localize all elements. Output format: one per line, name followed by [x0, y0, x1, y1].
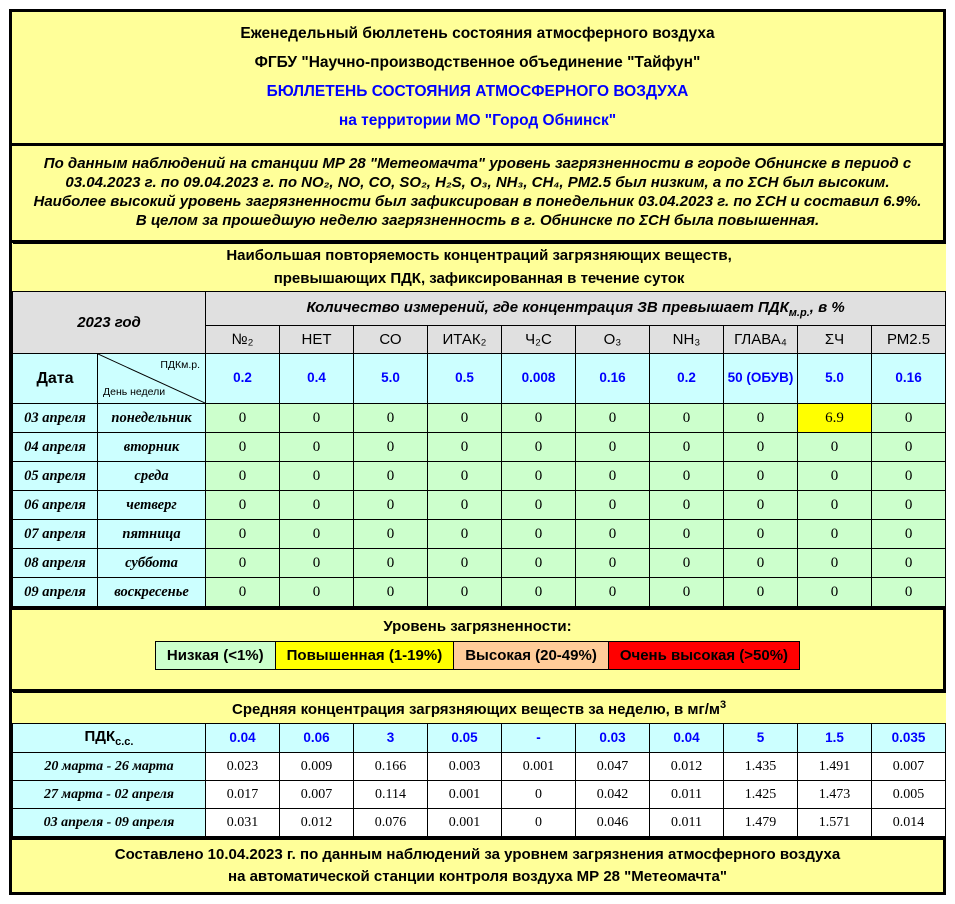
measurement-cell: 0	[354, 404, 428, 433]
measurement-cell: 0	[354, 549, 428, 578]
legend-item-high: Высокая (20-49%)	[453, 641, 609, 670]
legend-row	[12, 641, 943, 670]
territory-subtitle: на территории МО "Город Обнинск"	[338, 111, 617, 129]
bulletin-document	[9, 9, 946, 895]
measurement-cell: 0	[650, 462, 724, 491]
pdk-ss-value: 1.5	[798, 724, 872, 753]
table-row-wednesday	[13, 462, 946, 491]
date-cell: 09 апреля	[13, 578, 98, 607]
measurement-cell: 0	[280, 578, 354, 607]
avg-value-cell: 1.479	[724, 809, 798, 837]
measurement-cell: 0	[428, 433, 502, 462]
measurement-cell: 0	[798, 520, 872, 549]
measurement-cell: 0	[872, 578, 946, 607]
table-row-sunday	[13, 578, 946, 607]
measurement-cell: 0	[872, 549, 946, 578]
avg-value-cell: 1.435	[724, 753, 798, 781]
measurement-cell: 0	[576, 549, 650, 578]
date-header: Дата	[13, 354, 98, 404]
measurement-cell: 0	[724, 404, 798, 433]
weekday-cell: среда	[98, 462, 206, 491]
footer-line-2: на автоматической станции контроля воздуха МР 28 "Метеомачта"	[228, 868, 727, 885]
measurement-cell: 0	[206, 520, 280, 549]
legend-item-elevated: Повышенная (1-19%)	[275, 641, 455, 670]
date-cell: 08 апреля	[13, 549, 98, 578]
measurement-cell: 0	[798, 578, 872, 607]
measurement-cell: 0	[650, 433, 724, 462]
pdk-ss-value: 5	[724, 724, 798, 753]
table-row-friday	[13, 520, 946, 549]
avg-value-cell: 0.007	[280, 781, 354, 809]
measurement-cell: 0	[280, 462, 354, 491]
measurement-cell: 0	[724, 520, 798, 549]
pdk-ss-value: 0.035	[872, 724, 946, 753]
measurement-cell: 0	[280, 549, 354, 578]
pdk-ss-row	[13, 724, 946, 753]
pdk-mr-value: 0.008	[502, 354, 576, 404]
avg-value-cell: 0	[502, 781, 576, 809]
avg-value-cell: 0.012	[650, 753, 724, 781]
pdk-mr-value: 0.4	[280, 354, 354, 404]
avg-value-cell: 0.166	[354, 753, 428, 781]
pdk-ss-value: 3	[354, 724, 428, 753]
column-header: ΣЧ	[798, 326, 872, 354]
measurement-cell: 0	[280, 404, 354, 433]
column-header: ИТАК₂	[428, 326, 502, 354]
measurement-cell: 0	[206, 578, 280, 607]
date-cell: 07 апреля	[13, 520, 98, 549]
avg-value-cell: 0.011	[650, 809, 724, 837]
legend-item-very-high: Очень высокая (>50%)	[608, 641, 800, 670]
avg-value-cell: 1.473	[798, 781, 872, 809]
measurement-cell: 0	[428, 520, 502, 549]
pdk-mr-value: 5.0	[798, 354, 872, 404]
measurement-cell: 0	[502, 520, 576, 549]
summary-paragraph	[12, 146, 943, 243]
pollution-level-legend	[12, 610, 943, 692]
measurement-cell: 0	[576, 578, 650, 607]
measurement-cell: 0	[872, 520, 946, 549]
avg-table-title-row	[13, 693, 946, 724]
avg-value-cell: 0.047	[576, 753, 650, 781]
measurement-cell: 0	[724, 433, 798, 462]
weekday-cell: воскресенье	[98, 578, 206, 607]
measurement-cell: 0	[206, 433, 280, 462]
measurement-cell: 0	[724, 462, 798, 491]
measurement-cell: 0	[280, 491, 354, 520]
exceedance-table-title-row	[13, 244, 946, 292]
column-header: РМ2.5	[872, 326, 946, 354]
avg-value-cell: 0.046	[576, 809, 650, 837]
avg-value-cell: 0.031	[206, 809, 280, 837]
measurement-cell: 0	[354, 578, 428, 607]
exceedance-title-line-2: превышающих ПДК, зафиксированная в течение суток	[273, 269, 685, 287]
measurements-header-row	[13, 292, 946, 326]
measurement-cell: 0	[206, 549, 280, 578]
measurement-cell: 0	[798, 549, 872, 578]
measurement-cell: 0	[206, 404, 280, 433]
pdk-mr-value: 0.5	[428, 354, 502, 404]
measurement-cell: 0	[798, 491, 872, 520]
avg-value-cell: 1.571	[798, 809, 872, 837]
pdk-ss-label	[13, 724, 206, 753]
bulletin-subtitle: Еженедельный бюллетень состояния атмосферного воздуха	[240, 25, 715, 43]
pdk-ss-value: 0.03	[576, 724, 650, 753]
legend-item-low: Низкая (<1%)	[155, 641, 276, 670]
pdk-mr-row	[13, 354, 946, 404]
column-header: Ч₂С	[502, 326, 576, 354]
column-header: НЕТ	[280, 326, 354, 354]
measurements-header-sub: м.р.	[788, 306, 810, 319]
avg-value-cell: 0.012	[280, 809, 354, 837]
pdk-ss-text: ПДК	[84, 728, 116, 745]
measurement-cell: 0	[354, 462, 428, 491]
pdk-mr-value: 0.2	[206, 354, 280, 404]
summary-text-1: По данным наблюдений на станции МР 28 "Метеомачта" уровень загрязненности в городе Обнинске в период с 03.04.2023 г. по 09.04.2023 г. по NO₂, NO, CO, SO₂, H₂S, O₃, NH₃, CH₄, PM2.5 был низким, а по ΣСН был высоким.	[43, 155, 912, 192]
measurement-cell: 0	[724, 549, 798, 578]
avg-value-cell: 0.114	[354, 781, 428, 809]
measurement-cell: 0	[798, 462, 872, 491]
avg-value-cell: 0.011	[650, 781, 724, 809]
pdk-ss-value: 0.06	[280, 724, 354, 753]
measurement-cell: 0	[502, 462, 576, 491]
table-row-saturday	[13, 549, 946, 578]
pdk-ss-value: -	[502, 724, 576, 753]
weekday-cell: пятница	[98, 520, 206, 549]
measurement-cell: 0	[798, 433, 872, 462]
exceedance-table	[12, 243, 946, 607]
avg-value-cell: 0.001	[428, 781, 502, 809]
pdk-ss-sub: с.с.	[115, 736, 134, 748]
measurement-cell: 0	[502, 404, 576, 433]
exceedance-table-title	[13, 244, 946, 292]
period-cell: 27 марта - 02 апреля	[13, 781, 206, 809]
footer-line-1: Составлено 10.04.2023 г. по данным наблюдений за уровнем загрязнения атмосферного воздуха	[114, 845, 841, 863]
avg-concentration-section	[12, 692, 943, 840]
period-cell: 03 апреля - 09 апреля	[13, 809, 206, 837]
year-cell: 2023 год	[13, 292, 206, 354]
date-cell: 06 апреля	[13, 491, 98, 520]
measurement-cell: 0	[206, 491, 280, 520]
exceedance-title-line-1: Наибольшая повторяемость концентраций загрязняющих веществ,	[226, 247, 732, 264]
measurement-cell: 0	[872, 433, 946, 462]
avg-value-cell: 0.001	[502, 753, 576, 781]
weekday-cell: понедельник	[98, 404, 206, 433]
measurement-cell: 0	[650, 520, 724, 549]
pdk-mr-value: 5.0	[354, 354, 428, 404]
weekday-cell: четверг	[98, 491, 206, 520]
measurements-header-suffix: , в %	[809, 298, 845, 316]
avg-concentration-table	[12, 692, 946, 837]
period-row	[13, 781, 946, 809]
avg-value-cell: 0.001	[428, 809, 502, 837]
avg-value-cell: 0.076	[354, 809, 428, 837]
page-title: БЮЛЛЕТЕНЬ СОСТОЯНИЯ АТМОСФЕРНОГО ВОЗДУХА	[266, 82, 689, 100]
pdk-mr-value: 0.2	[650, 354, 724, 404]
measurement-cell: 0	[724, 491, 798, 520]
footer-note	[12, 840, 943, 892]
measurement-cell: 0	[428, 404, 502, 433]
date-cell: 05 апреля	[13, 462, 98, 491]
measurement-cell: 0	[650, 404, 724, 433]
measurement-cell: 0	[354, 433, 428, 462]
measurements-header	[206, 292, 946, 326]
measurement-cell: 0	[576, 520, 650, 549]
pdk-mr-value: 0.16	[872, 354, 946, 404]
avg-value-cell: 0.042	[576, 781, 650, 809]
measurement-cell-highlighted: 6.9	[798, 404, 872, 433]
avg-value-cell: 0.023	[206, 753, 280, 781]
period-row	[13, 809, 946, 837]
avg-value-cell: 0.005	[872, 781, 946, 809]
summary-text-3: В целом за прошедшую неделю загрязненность в г. Обнинске по ΣСН была повышенная.	[135, 211, 820, 229]
measurement-cell: 0	[280, 520, 354, 549]
avg-title-text: Средняя концентрация загрязняющих веществ за неделю, в мг/м	[232, 700, 720, 718]
measurement-cell: 0	[724, 578, 798, 607]
column-header: СО	[354, 326, 428, 354]
measurement-cell: 0	[428, 462, 502, 491]
measurement-cell: 0	[576, 433, 650, 462]
table-row-thursday	[13, 491, 946, 520]
measurement-cell: 0	[428, 578, 502, 607]
weekday-cell: вторник	[98, 433, 206, 462]
avg-value-cell: 0.007	[872, 753, 946, 781]
pdk-mr-label: ПДКм.р.	[160, 359, 200, 371]
avg-value-cell: 1.425	[724, 781, 798, 809]
measurement-cell: 0	[650, 549, 724, 578]
measurement-cell: 0	[280, 433, 354, 462]
pdk-ss-value: 0.04	[650, 724, 724, 753]
measurement-cell: 0	[872, 491, 946, 520]
weekday-cell: суббота	[98, 549, 206, 578]
measurement-cell: 0	[872, 404, 946, 433]
measurements-header-text: Количество измерений, где концентрация ЗВ превышает ПДК	[306, 298, 789, 316]
avg-value-cell: 0	[502, 809, 576, 837]
pdk-ss-value: 0.04	[206, 724, 280, 753]
diagonal-cell	[98, 354, 206, 404]
measurement-cell: 0	[650, 491, 724, 520]
legend-title: Уровень загрязненности:	[383, 618, 572, 635]
column-header: О₃	[576, 326, 650, 354]
measurement-cell: 0	[650, 578, 724, 607]
exceedance-table-section	[12, 243, 943, 610]
measurement-cell: 0	[502, 433, 576, 462]
date-cell: 04 апреля	[13, 433, 98, 462]
measurement-cell: 0	[502, 549, 576, 578]
column-header: ГЛАВА₄	[724, 326, 798, 354]
period-row	[13, 753, 946, 781]
summary-text-2: Наиболее высокий уровень загрязненности был зафиксирован в понедельник 03.04.2023 г. по ΣСН и составил 6.9%.	[33, 193, 922, 210]
document-header	[12, 12, 943, 146]
pdk-ss-value: 0.05	[428, 724, 502, 753]
period-cell: 20 марта - 26 марта	[13, 753, 206, 781]
avg-value-cell: 0.003	[428, 753, 502, 781]
measurement-cell: 0	[502, 578, 576, 607]
column-header: NH₃	[650, 326, 724, 354]
weekday-label: День недели	[103, 386, 166, 398]
measurement-cell: 0	[576, 404, 650, 433]
measurement-cell: 0	[354, 491, 428, 520]
pdk-mr-value: 0.16	[576, 354, 650, 404]
avg-table-title	[13, 693, 946, 724]
measurement-cell: 0	[206, 462, 280, 491]
table-row-monday	[13, 404, 946, 433]
avg-title-sup: 3	[719, 698, 727, 711]
measurement-cell: 0	[872, 462, 946, 491]
avg-value-cell: 1.491	[798, 753, 872, 781]
measurement-cell: 0	[576, 491, 650, 520]
column-header: №₂	[206, 326, 280, 354]
measurement-cell: 0	[502, 491, 576, 520]
table-row-tuesday	[13, 433, 946, 462]
avg-value-cell: 0.009	[280, 753, 354, 781]
date-cell: 03 апреля	[13, 404, 98, 433]
measurement-cell: 0	[428, 491, 502, 520]
organization-name: ФГБУ "Научно-производственное объединение "Тайфун"	[254, 54, 701, 72]
measurement-cell: 0	[576, 462, 650, 491]
measurement-cell: 0	[428, 549, 502, 578]
measurement-cell: 0	[354, 520, 428, 549]
pdk-mr-value: 50 (ОБУВ)	[724, 354, 798, 404]
avg-value-cell: 0.017	[206, 781, 280, 809]
avg-value-cell: 0.014	[872, 809, 946, 837]
